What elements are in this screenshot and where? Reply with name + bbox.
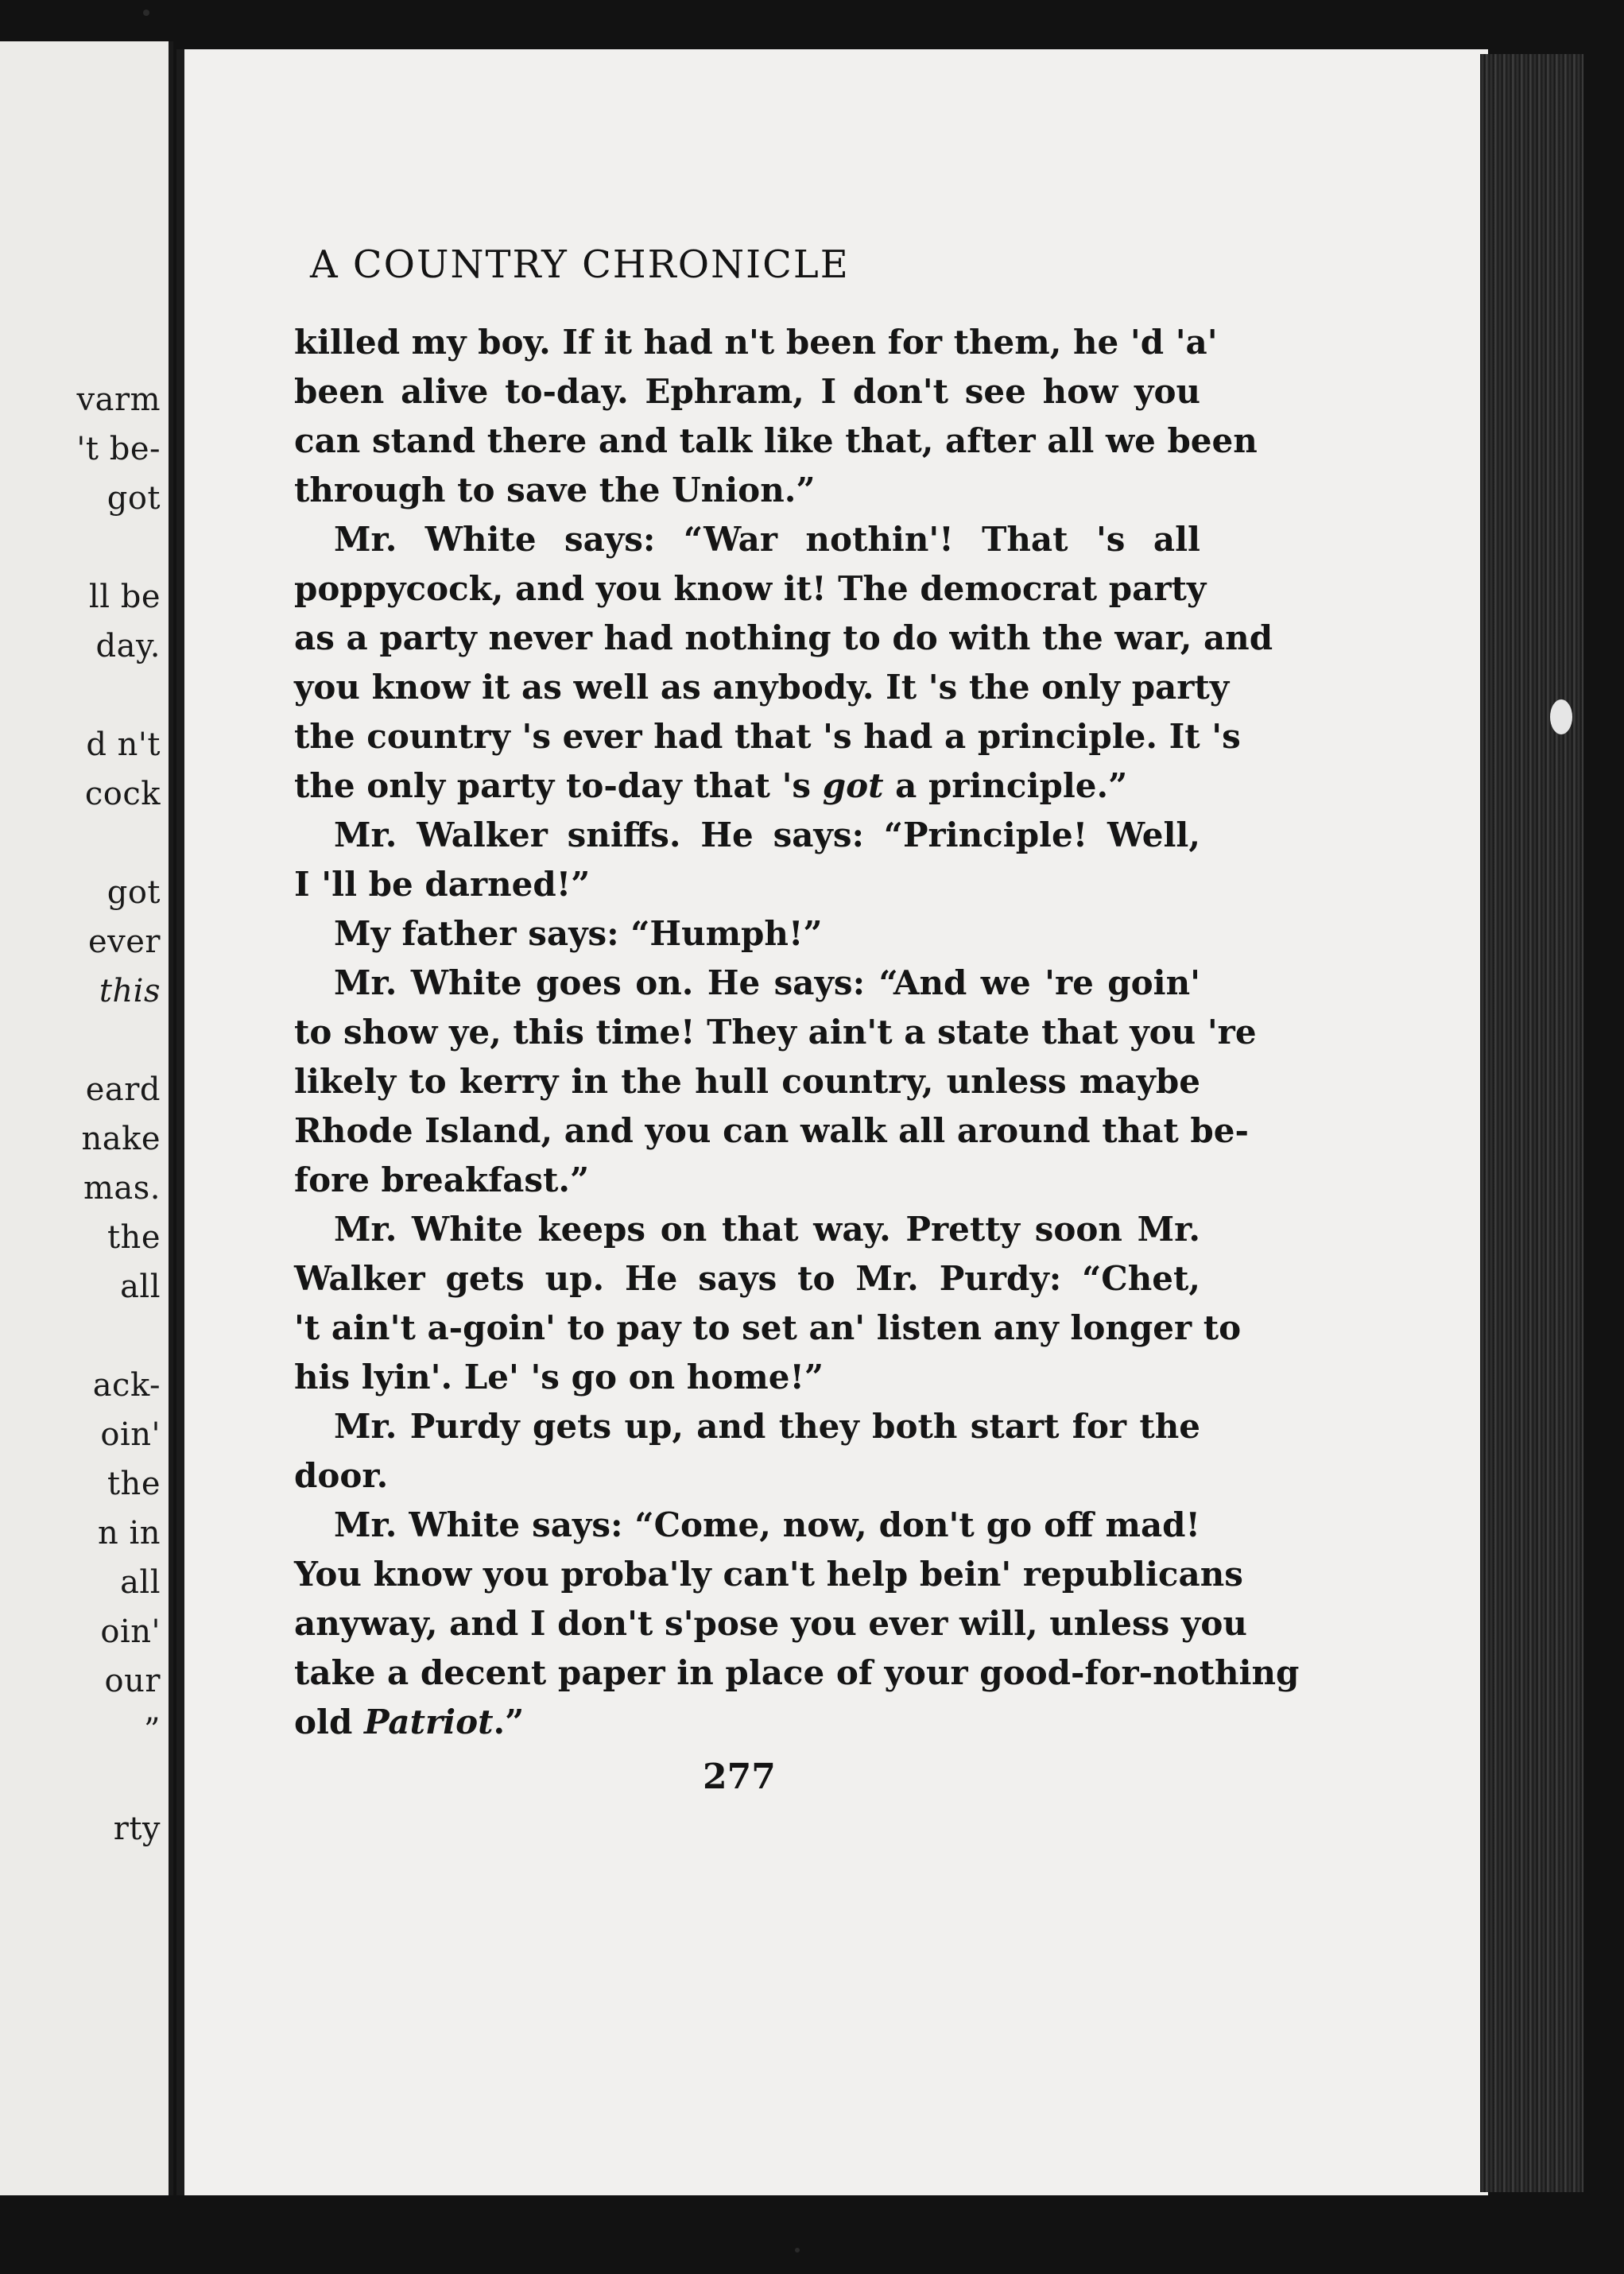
text-line: the only party to-day that 's got a principle.” [294,766,1128,805]
text-line: killed my boy. If it had n't been for them, he 'd 'a' [294,323,1218,362]
running-head: A COUNTRY CHRONICLE [310,242,850,287]
text-line: Mr. White goes on. He says: “And we 're goin' [334,963,1200,1002]
text-line: his lyin'. Le' 's go on home!” [294,1358,824,1397]
left-fragment: cock [84,776,161,812]
left-fragment: day. [95,628,161,664]
left-fragment: got [107,874,161,911]
left-fragment: our [104,1663,161,1699]
scan-speck [795,2248,800,2253]
text-line: Rhode Island, and you can walk all around that be- [294,1111,1249,1150]
text-line: door. [294,1456,389,1495]
text-line: the country 's ever had that 's had a principle. It 's [294,717,1241,756]
text-line: fore breakfast.” [294,1160,590,1199]
text-line: can stand there and talk like that, after all we been [294,421,1258,460]
edge-light-spot [1550,699,1572,734]
text-line: to show ye, this time! They ain't a state that you 're [294,1013,1257,1052]
body-text [294,318,1300,1747]
italic-word: Patriot [363,1703,494,1741]
left-fragment [2,671,161,720]
text-line: I 'll be darned!” [294,865,591,904]
text-line: Mr. White says: “Come, now, don't go off mad! [334,1505,1200,1544]
left-fragment: n in [97,1515,161,1552]
page-number: 277 [703,1757,776,1797]
text-line: Mr. White keeps on that way. Pretty soon Mr. [334,1210,1200,1249]
text-line: been alive to-day. Ephram, I don't see how you [294,372,1200,411]
left-fragment: eard [85,1071,161,1108]
text-line: poppycock, and you know it! The democrat party [294,569,1207,608]
text-line: 't ain't a-goin' to pay to set an' listen any longer to [294,1308,1242,1347]
left-page-text-fragments [2,375,161,1854]
text-line: old Patriot.” [294,1703,525,1741]
left-fragment [2,1311,161,1361]
left-fragment: mas. [83,1170,161,1207]
italic-word: got [822,766,884,805]
left-fragment: all [120,1564,161,1601]
scan-speck [143,10,149,16]
left-fragment: nake [81,1121,161,1157]
left-fragment: the [107,1466,161,1502]
text-line: likely to kerry in the hull country, unless maybe [294,1062,1200,1101]
left-fragment: ” [144,1712,161,1749]
left-fragment: oin' [100,1416,161,1453]
left-fragment: this [99,973,161,1009]
left-fragment [2,1016,161,1065]
left-fragment: 't be- [76,431,161,467]
page-fore-edge [1480,54,1583,2192]
left-fragment [2,1755,161,1804]
left-fragment: the [107,1219,161,1256]
left-fragment: rty [113,1811,161,1847]
text-line: anyway, and I don't s'pose you ever will, unless you [294,1604,1247,1643]
text-line: you know it as well as anybody. It 's the only party [294,668,1230,707]
left-fragment [2,819,161,868]
left-fragment: got [107,480,161,517]
text-line: Mr. White says: “War nothin'! That 's all [334,520,1200,559]
text-line: through to save the Union.” [294,471,816,509]
text-line: Mr. Purdy gets up, and they both start for the [334,1407,1200,1446]
left-facing-page [0,41,173,2195]
left-fragment: d n't [86,726,161,763]
text-line: take a decent paper in place of your good-for-nothing [294,1653,1300,1692]
text-line: Mr. Walker sniffs. He says: “Principle! Well, [334,815,1200,854]
left-fragment: ever [87,924,161,960]
text-line: You know you proba'ly can't help bein' republicans [294,1555,1243,1594]
text-line: Walker gets up. He says to Mr. Purdy: “Chet, [294,1259,1200,1298]
left-fragment: ack- [92,1367,161,1404]
left-fragment: oin' [100,1613,161,1650]
left-fragment: all [120,1269,161,1305]
left-fragment [2,523,161,572]
text-line: My father says: “Humph!” [334,914,823,953]
left-fragment: ll be [88,579,161,615]
left-fragment: varm [76,382,161,418]
text-line: as a party never had nothing to do with the war, and [294,618,1273,657]
